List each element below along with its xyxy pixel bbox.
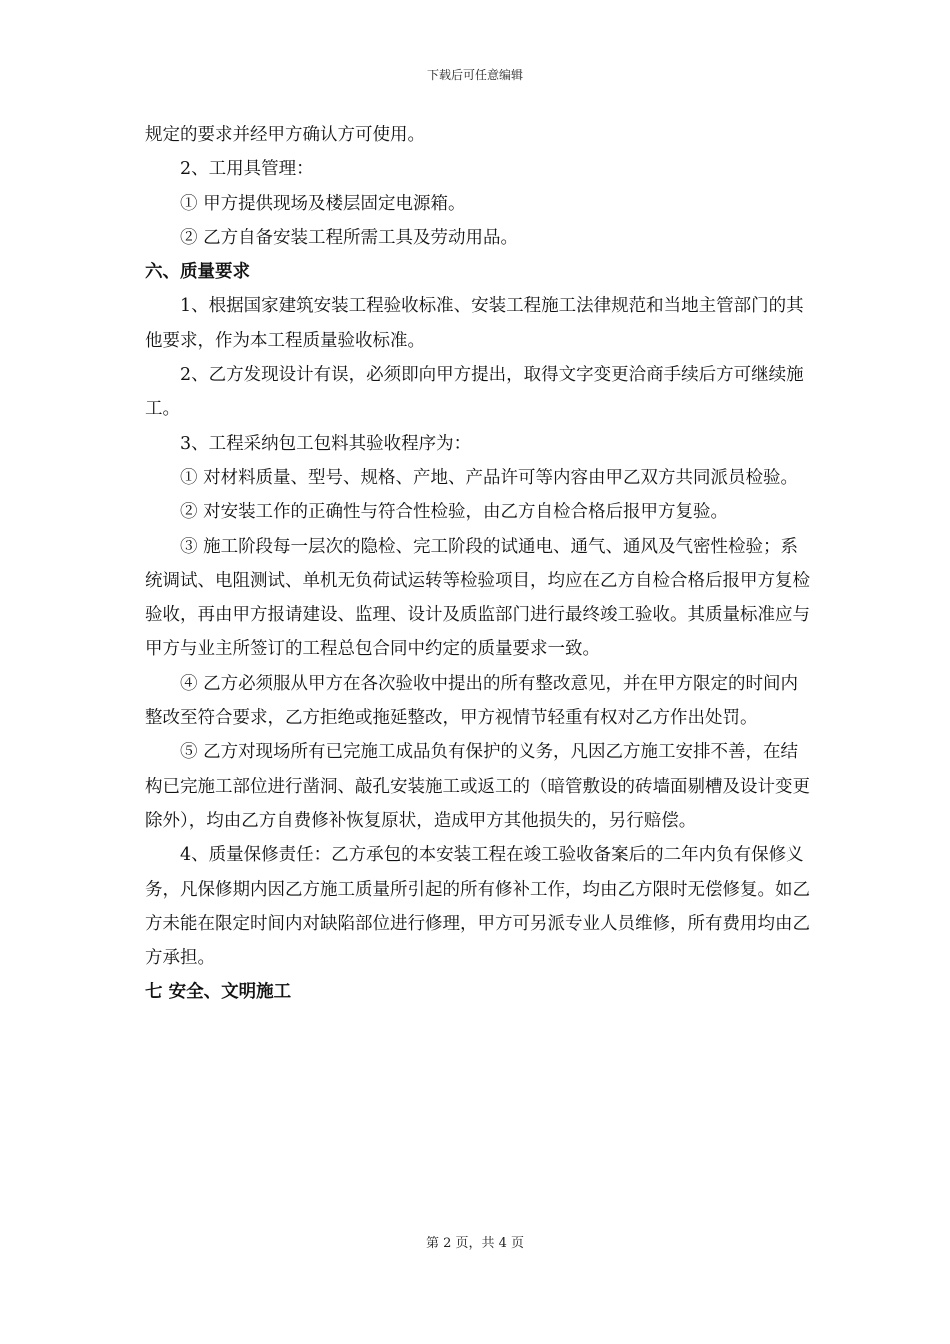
paragraph: 4、质量保修责任：乙方承包的本安装工程在竣工验收备案后的二年内负有保修义务，凡保修期内因乙方施工质量所引起的所有修补工作，均由乙方限时无偿修复。如乙方未能在限定时间内对缺陷部位进行修理，甲方可另派专业人员维修，所有费用均由乙方承担。 xyxy=(145,845,810,969)
section-heading-safety: 七 安全、文明施工 xyxy=(145,982,292,1003)
page-footer: 第 2 页，共 4 页 xyxy=(425,1236,525,1251)
document-body xyxy=(145,118,810,1010)
page-header: 下载后可任意编辑 xyxy=(426,68,523,82)
paragraph: 1、根据国家建筑安装工程验收标准、安装工程施工法律规范和当地主管部门的其他要求，作为本工程质量验收标准。 xyxy=(145,296,804,351)
paragraph: 规定的要求并经甲方确认方可使用。 xyxy=(145,125,425,145)
list-item: ② 乙方自备安装工程所需工具及劳动用品。 xyxy=(180,227,519,248)
paragraph: 2、工用具管理： xyxy=(180,159,314,180)
list-item: ② 对安装工作的正确性与符合性检验，由乙方自检合格后报甲方复验。 xyxy=(180,502,729,523)
section-heading-quality: 六、质量要求 xyxy=(145,262,250,283)
list-item: ⑤ 乙方对现场所有已完施工成品负有保护的义务，凡因乙方施工安排不善，在结构已完施工部位进行凿洞、敲孔安装施工或返工的（暗管敷设的砖墙面剔槽及设计变更除外），均由乙方自费修补恢复原状，造成甲方其他损失的，另行赔偿。 xyxy=(145,742,810,831)
list-item: ④ 乙方必须服从甲方在各次验收中提出的所有整改意见，并在甲方限定的时间内整改至符合要求，乙方拒绝或拖延整改，甲方视情节轻重有权对乙方作出处罚。 xyxy=(145,673,799,729)
paragraph: 2、乙方发现设计有误，必须即向甲方提出，取得文字变更洽商手续后方可继续施工。 xyxy=(145,365,804,420)
list-item: ① 甲方提供现场及楼层固定电源箱。 xyxy=(180,193,466,214)
list-item: ① 对材料质量、型号、规格、产地、产品许可等内容由甲乙双方共同派员检验。 xyxy=(180,467,799,488)
paragraph: 3、工程采纳包工包料其验收程序为： xyxy=(180,433,472,454)
list-item: ③ 施工阶段每一层次的隐检、完工阶段的试通电、通气、通风及气密性检验；系统调试、电阻测试、单机无负荷试运转等检验项目，均应在乙方自检合格后报甲方复检验收，再由甲方报请建设、监理、设计及质监部门进行最终竣工验收。其质量标准应与甲方与业主所签订的工程总包合同中约定的质量要求一致。 xyxy=(145,536,810,660)
